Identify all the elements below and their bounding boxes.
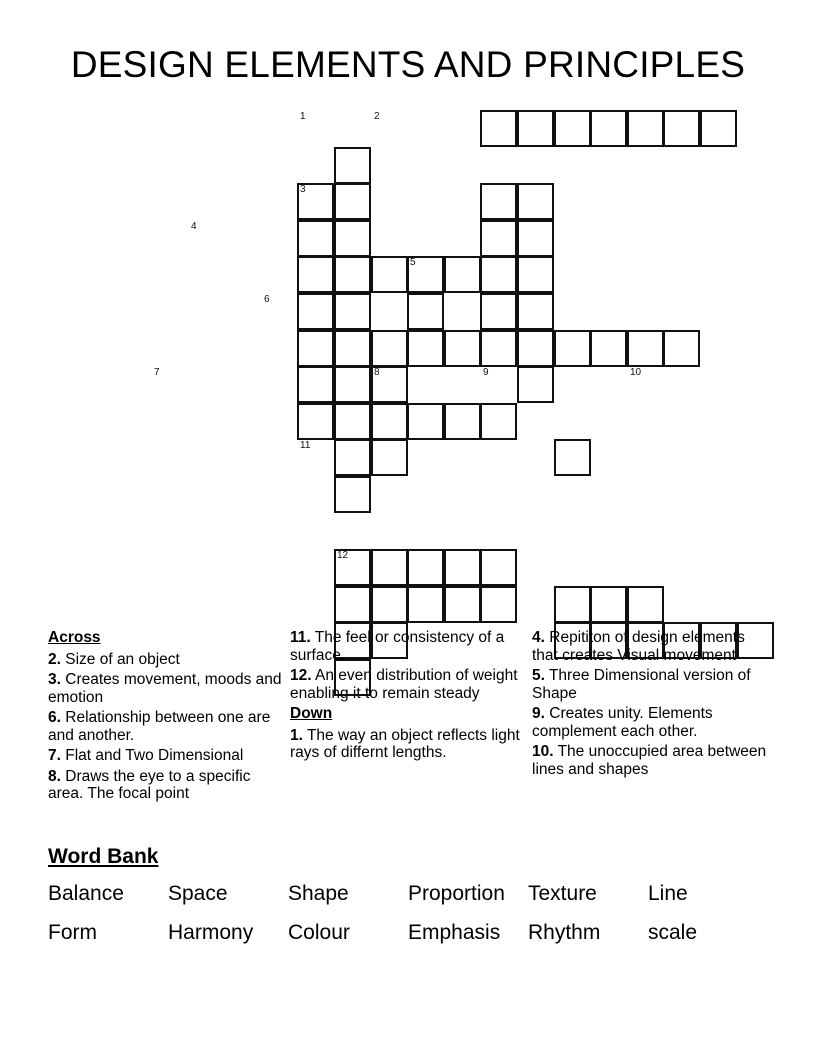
clue-number: 1. xyxy=(290,726,303,744)
word-bank-item: Colour xyxy=(288,921,350,944)
crossword-cell[interactable] xyxy=(700,110,737,147)
cell-number: 2 xyxy=(374,111,380,122)
clue-column-2 xyxy=(290,629,525,765)
crossword-cell[interactable] xyxy=(371,403,408,440)
clue-number: 6. xyxy=(48,709,61,726)
crossword-cell[interactable] xyxy=(627,110,664,147)
crossword-cell[interactable] xyxy=(334,330,371,367)
clue-text: Draws the eye to a specific area. The focal point xyxy=(48,767,251,802)
clue-text: Relationship between one are and another. xyxy=(48,709,271,744)
cell-number: 11 xyxy=(300,440,311,451)
page-title: DESIGN ELEMENTS AND PRINCIPLES xyxy=(70,44,746,85)
word-bank-item: Harmony xyxy=(168,921,254,944)
down-clue-1 xyxy=(290,727,525,762)
crossword-cell[interactable] xyxy=(297,293,334,330)
across-clue-2 xyxy=(48,651,283,669)
across-clue-12 xyxy=(290,667,525,702)
down-clue-4 xyxy=(532,629,772,664)
crossword-cell[interactable] xyxy=(334,183,371,220)
crossword-cell[interactable] xyxy=(517,330,554,367)
clue-number: 11. xyxy=(290,629,311,646)
word-bank-item: Shape xyxy=(288,882,349,905)
word-bank-item: Form xyxy=(48,921,97,944)
crossword-cell[interactable] xyxy=(517,366,554,403)
clue-number: 3. xyxy=(48,671,61,688)
cell-number: 8 xyxy=(374,367,380,378)
word-bank-item: Texture xyxy=(528,882,597,905)
crossword-cell[interactable] xyxy=(444,403,481,440)
crossword-cell[interactable] xyxy=(334,586,371,623)
crossword-cell[interactable] xyxy=(444,256,481,293)
crossword-cell[interactable] xyxy=(444,330,481,367)
clue-column-1 xyxy=(48,629,283,806)
crossword-cell[interactable] xyxy=(480,220,517,257)
crossword-cell[interactable] xyxy=(297,330,334,367)
crossword-cell[interactable] xyxy=(517,293,554,330)
down-heading: Down xyxy=(290,705,333,722)
crossword-cell[interactable] xyxy=(297,256,334,293)
cell-number: 3 xyxy=(300,184,306,195)
clue-text: The feel or consistency of a surface. xyxy=(290,629,505,664)
crossword-cell[interactable] xyxy=(407,403,444,440)
crossword-cell[interactable] xyxy=(297,403,334,440)
crossword-cell[interactable] xyxy=(480,403,517,440)
across-heading: Across xyxy=(48,629,101,646)
clue-number: 10. xyxy=(532,743,554,760)
word-bank-item: Space xyxy=(168,882,228,905)
across-clue-3 xyxy=(48,671,283,706)
word-bank-item: Line xyxy=(648,882,688,905)
crossword-cell[interactable] xyxy=(334,439,371,476)
crossword-cell[interactable] xyxy=(663,110,700,147)
clue-text: An even distribution of weight enabling it to remain steady xyxy=(290,667,518,702)
crossword-cell[interactable] xyxy=(627,586,664,623)
crossword-cell[interactable] xyxy=(297,366,334,403)
cell-number: 10 xyxy=(630,367,642,378)
clue-number: 2. xyxy=(48,650,61,668)
cell-number: 9 xyxy=(483,367,489,378)
clue-number: 9. xyxy=(532,705,545,722)
cell-number: 1 xyxy=(300,111,306,122)
crossword-cell[interactable] xyxy=(407,586,444,623)
crossword-cell[interactable] xyxy=(554,586,591,623)
clue-number: 7. xyxy=(48,747,61,764)
crossword-cell[interactable] xyxy=(554,110,591,147)
crossword-cell[interactable] xyxy=(480,330,517,367)
clue-number: 8. xyxy=(48,767,61,785)
crossword-cell[interactable] xyxy=(517,110,554,147)
crossword-cell[interactable] xyxy=(407,330,444,367)
clue-text: Repititon of design elements that creates Visual movement xyxy=(532,629,745,664)
down-clue-5 xyxy=(532,667,772,702)
word-bank-item: Rhythm xyxy=(528,921,601,944)
clue-text: Creates movement, moods and emotion xyxy=(48,671,282,706)
cell-number: 5 xyxy=(410,257,416,268)
cell-number: 6 xyxy=(264,294,270,305)
crossword-cell[interactable] xyxy=(663,330,700,367)
word-bank-item: Balance xyxy=(48,882,124,905)
across-clue-8 xyxy=(48,768,283,803)
crossword-cell[interactable] xyxy=(480,293,517,330)
word-bank-title: Word Bank xyxy=(48,845,159,868)
crossword-cell[interactable] xyxy=(371,549,408,586)
clue-number: 4. xyxy=(532,629,545,646)
crossword-cell[interactable] xyxy=(480,183,517,220)
clue-number: 5. xyxy=(532,667,545,684)
crossword-cell[interactable] xyxy=(334,293,371,330)
crossword-cell[interactable] xyxy=(334,366,371,403)
crossword-cell[interactable] xyxy=(334,256,371,293)
crossword-cell[interactable] xyxy=(371,586,408,623)
word-bank-item: scale xyxy=(648,921,698,944)
across-clue-6 xyxy=(48,709,283,744)
crossword-cell[interactable] xyxy=(590,330,627,367)
clue-text: The way an object reflects light rays of differnt lengths. xyxy=(290,726,520,761)
crossword-cell[interactable] xyxy=(297,220,334,257)
crossword-cell[interactable] xyxy=(371,330,408,367)
crossword-cell[interactable] xyxy=(334,403,371,440)
crossword-cell[interactable] xyxy=(554,330,591,367)
crossword-cell[interactable] xyxy=(554,439,591,476)
crossword-cell[interactable] xyxy=(517,220,554,257)
crossword-cell[interactable] xyxy=(371,256,408,293)
clue-text: The unoccupied area between lines and shapes xyxy=(532,743,767,778)
crossword-cell[interactable] xyxy=(627,330,664,367)
crossword-cell[interactable] xyxy=(480,549,517,586)
crossword-cell[interactable] xyxy=(444,549,481,586)
crossword-cell[interactable] xyxy=(334,476,371,513)
clue-text: Flat and Two Dimensional xyxy=(65,747,244,764)
crossword-cell[interactable] xyxy=(334,147,371,184)
word-bank-item: Emphasis xyxy=(408,921,501,944)
down-clue-9 xyxy=(532,705,772,740)
across-clue-11 xyxy=(290,629,525,664)
clue-text: Size of an object xyxy=(65,650,180,668)
cell-number: 4 xyxy=(191,221,197,232)
crossword-cell[interactable] xyxy=(590,110,627,147)
cell-number: 7 xyxy=(154,367,160,378)
clue-column-3 xyxy=(532,629,772,781)
down-clue-10 xyxy=(532,743,772,778)
crossword-cell[interactable] xyxy=(407,293,444,330)
crossword-cell[interactable] xyxy=(480,256,517,293)
crossword-cell[interactable] xyxy=(517,183,554,220)
crossword-cell[interactable] xyxy=(590,586,627,623)
clue-text: Creates unity. Elements complement each other. xyxy=(532,705,713,740)
crossword-cell[interactable] xyxy=(407,549,444,586)
crossword-cell[interactable] xyxy=(371,439,408,476)
clue-number: 12. xyxy=(290,667,312,684)
crossword-cell[interactable] xyxy=(480,586,517,623)
crossword-cell[interactable] xyxy=(517,256,554,293)
crossword-cell[interactable] xyxy=(334,220,371,257)
crossword-cell[interactable] xyxy=(480,110,517,147)
word-bank-item: Proportion xyxy=(408,882,505,905)
crossword-cell[interactable] xyxy=(444,586,481,623)
word-bank xyxy=(48,882,768,945)
cell-number: 12 xyxy=(337,550,349,561)
clue-text: Three Dimensional version of Shape xyxy=(532,667,751,702)
across-clue-7 xyxy=(48,747,283,765)
